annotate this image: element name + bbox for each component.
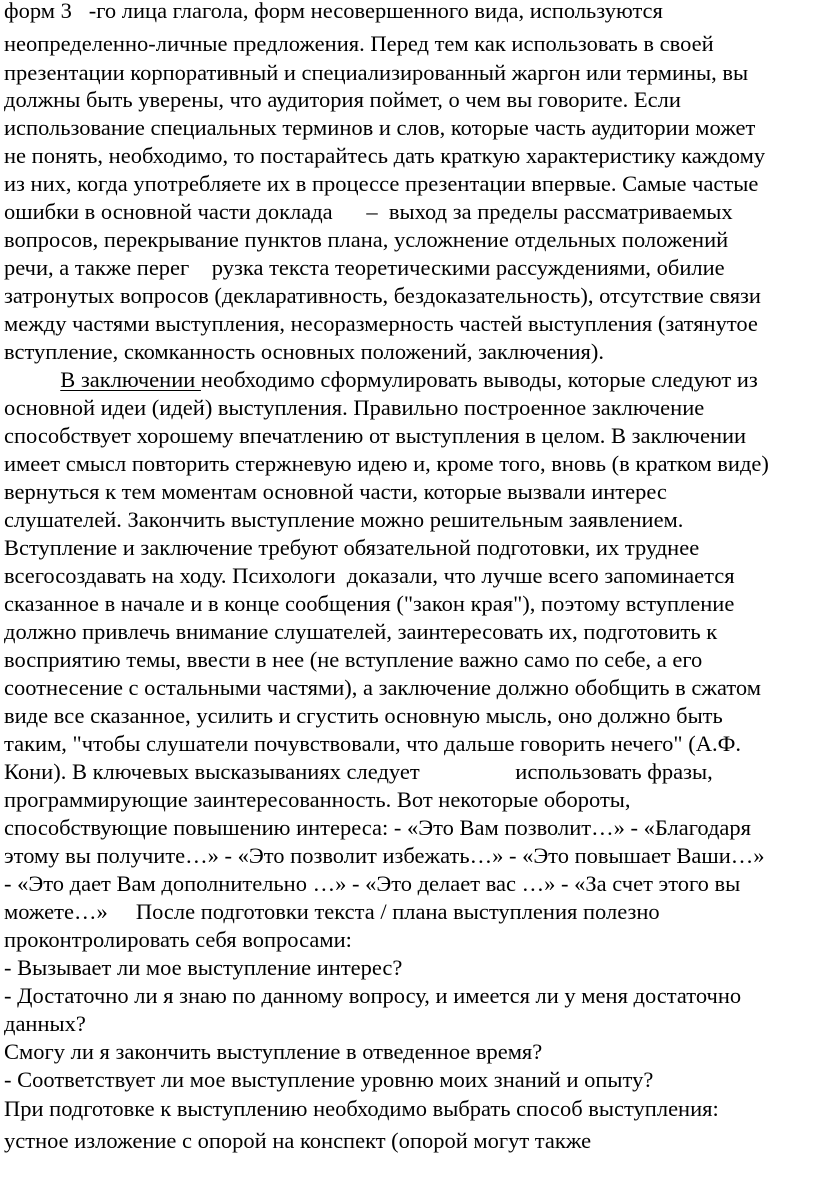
text-line: способствует хорошему впечатлению от выступления в целом. В заключении [4,423,747,448]
text-line: проконтролировать себя вопросами: [4,927,352,952]
text-line: ошибки в основной части доклада – выход за пределы рассматриваемых [4,199,733,224]
text-line: соотнесение с остальными частями), а заключение должно обобщить в сжатом [4,675,761,700]
text-line: - «Это дает Вам дополнительно …» - «Это делает вас …» - «За счет этого вы [4,871,741,896]
text-line: Вступление и заключение требуют обязательной подготовки, их труднее [4,535,700,560]
text-line: данных? [4,1011,86,1036]
text-line: вступление, скомканность основных положений, заключения). [4,339,604,364]
text-line: слушателей. Закончить выступление можно решительным заявлением. [4,507,684,532]
paragraph-indent [4,367,60,392]
text-line: виде все сказанное, усилить и сгустить основную мысль, оно должно быть [4,703,723,728]
underlined-heading-phrase: В заключении [60,367,201,392]
text-line: должно привлечь внимание слушателей, заинтересовать их, подготовить к [4,619,718,644]
text-line: вернуться к тем моментам основной части, которые вызвали интерес [4,479,667,504]
text-line-rest: необходимо сформулировать выводы, которые следуют из [200,367,758,392]
text-line: устное изложение с опорой на конспект (опорой могут также [4,1128,592,1153]
text-line: Смогу ли я закончить выступление в отведенное время? [4,1039,543,1064]
text-line: - Вызывает ли мое выступление интерес? [4,955,403,980]
text-line: При подготовке к выступлению необходимо выбрать способ выступления: [4,1096,719,1121]
paragraph-start-line [4,366,758,394]
text-line: между частями выступления, несоразмерность частей выступления (затянутое [4,311,758,336]
text-line: - Достаточно ли я знаю по данному вопросу, и имеется ли у меня достаточно [4,983,742,1008]
text-line: - Соответствует ли мое выступление уровню моих знаний и опыту? [4,1067,654,1092]
text-line: не понять, необходимо, то постарайтесь дать краткую характеристику каждому [4,143,766,168]
text-line: всегосоздавать на ходу. Психологи доказали, что лучше всего запоминается [4,563,735,588]
text-line: сказанное в начале и в конце сообщения ("закон края"), поэтому вступление [4,591,735,616]
text-line: можете…» После подготовки текста / плана выступления полезно [4,899,660,924]
text-line: Кони). В ключевых высказываниях следует использовать фразы, [4,759,713,784]
text-line: презентации корпоративный и специализированный жаргон или термины, вы [4,60,749,85]
text-line: использование специальных терминов и слов, которые часть аудитории может [4,115,756,140]
text-line: имеет смысл повторить стержневую идею и, кроме того, вновь (в кратком виде) [4,451,769,476]
text-line: затронутых вопросов (декларативность, бездоказательность), отсутствие связи [4,283,761,308]
text-line: вопросов, перекрывание пунктов плана, усложнение отдельных положений [4,227,729,252]
text-line: неопределенно-личные предложения. Перед тем как использовать в своей [4,31,714,56]
text-line: таким, "чтобы слушатели почувствовали, что дальше говорить нечего" (А.Ф. [4,731,741,756]
text-line: речи, а также перег рузка текста теоретическими рассуждениями, обилие [4,255,725,280]
text-line: этому вы получите…» - «Это позволит избежать…» - «Это повышает Ваши…» [4,843,765,868]
text-line: способствующие повышению интереса: - «Это Вам позволит…» - «Благодаря [4,815,751,840]
text-line: должны быть уверены, что аудитория поймет, о чем вы говорите. Если [4,87,681,112]
text-line: из них, когда употребляете их в процессе презентации впервые. Самые частые [4,171,759,196]
text-line: форм 3 -го лица глагола, форм несовершенного вида, используются [4,0,663,23]
text-line: основной идеи (идей) выступления. Правильно построенное заключение [4,395,705,420]
text-line: восприятию темы, ввести в нее (не вступление важно само по себе, а его [4,647,703,672]
text-line: программирующие заинтересованность. Вот некоторые обороты, [4,787,631,812]
